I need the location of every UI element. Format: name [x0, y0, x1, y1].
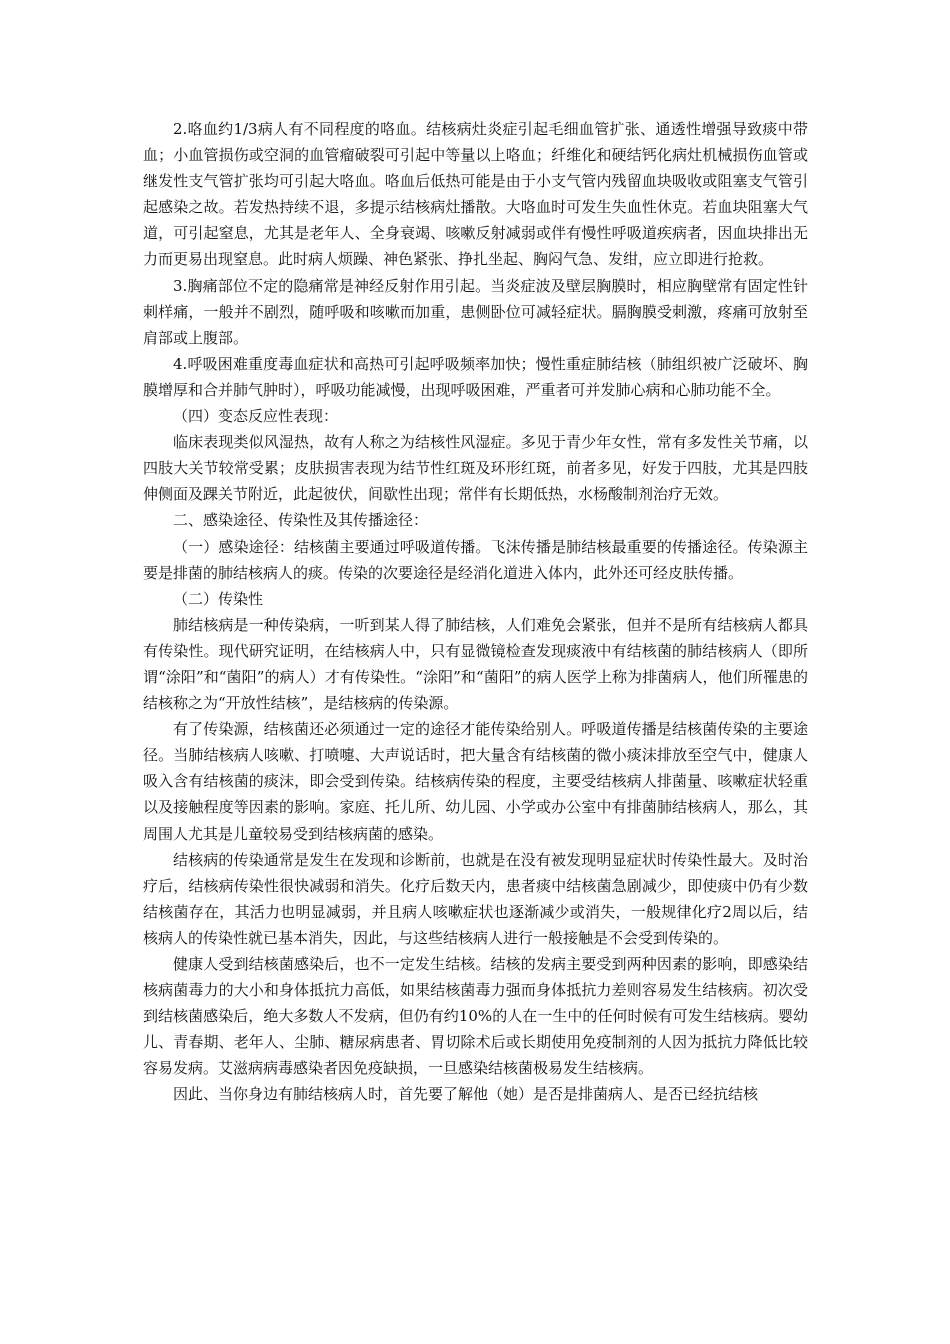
paragraph-hemoptysis: 2.咯血约1/3病人有不同程度的咯血。结核病灶炎症引起毛细血管扩张、通透性增强导致痰中带血；小血管损伤或空洞的血管瘤破裂可引起中等量以上咯血；纤维化和硬结钙化病灶机械损伤血管或继发性支气管扩张均可引起大咯血。咯血后低热可能是由于小支气管内残留血块吸收或阻塞支气管引起感染之故。若发热持续不退，多提示结核病灶播散。大咯血时可发生失血性休克。若血块阻塞大气道，可引起窒息，尤其是老年人、全身衰竭、咳嗽反射减弱或伴有慢性呼吸道疾病者，因血块排出无力而更易出现窒息。此时病人烦躁、神色紧张、挣扎坐起、胸闷气急、发绀，应立即进行抢救。 — [143, 120, 808, 269]
paragraph-contagiousness-3: 结核病的传染通常是发生在发现和诊断前，也就是在没有被发现明显症状时传染性最大。及时治疗后，结核病传染性很快减弱和消失。化疗后数天内，患者痰中结核菌急剧减少，即使痰中仍有少数结核菌存在，其活力也明显减弱，并且病人咳嗽症状也逐渐减少或消失，一般规律化疗2周以后，结核病人的传染性就已基本消失，因此，与这些结核病人进行一般接触是不会受到传染的。 — [143, 850, 808, 947]
paragraph-infection-route: （一）感染途径：结核菌主要通过呼吸道传播。飞沫传播是肺结核最重要的传播途径。传染源主要是排菌的肺结核病人的痰。传染的次要途径是经消化道进入体内，此外还可经皮肤传播。 — [143, 537, 808, 582]
paragraph-chest-pain: 3.胸痛部位不定的隐痛常是神经反射作用引起。当炎症波及壁层胸膜时，相应胸壁常有固定性针刺样痛，一般并不剧烈，随呼吸和咳嗽而加重，患侧卧位可减轻症状。膈胸膜受刺激，疼痛可放射至肩部或上腹部。 — [143, 276, 808, 347]
section-heading-infection: 二、感染途径、传染性及其传播途径： — [173, 511, 429, 530]
paragraph-contagiousness-2: 有了传染源，结核菌还必须通过一定的途径才能传染给别人。呼吸道传播是结核菌传染的主要途径。当肺结核病人咳嗽、打喷嚏、大声说话时，把大量含有结核菌的微小痰沫排放至空气中，健康人吸入含有结核菌的痰沫，即会受到传染。结核病传染的程度，主要受结核病人排菌量、咳嗽症状轻重以及接触程度等因素的影响。家庭、托儿所、幼儿园、小学或办公室中有排菌肺结核病人，那么，其周围人尤其是儿童较易受到结核病菌的感染。 — [143, 720, 808, 843]
paragraph-contagiousness-1: 肺结核病是一种传染病，一听到某人得了肺结核，人们难免会紧张，但并不是所有结核病人都具有传染性。现代研究证明，在结核病人中，只有显微镜检查发现痰液中有结核菌的肺结核病人（即所谓“涂阳”和“菌阳”的病人）才有传染性。“涂阳”和“菌阳”的病人医学上称为排菌病人，他们所罹患的结核称之为“开放性结核”，是结核病的传染源。 — [143, 615, 808, 713]
paragraph-contagiousness-5: 因此、当你身边有肺结核病人时，首先要了解他（她）是否是排菌病人、是否已经抗结核 — [173, 1085, 759, 1104]
paragraph-allergic: 临床表现类似风湿热，故有人称之为结核性风湿症。多见于青少年女性，常有多发性关节痛，以四肢大关节较常受累；皮肤损害表现为结节性红斑及环形红斑，前者多见，好发于四肢，尤其是四肢伸侧面及踝关节附近，此起彼伏，间歇性出现；常伴有长期低热，水杨酸制剂治疗无效。 — [143, 433, 808, 504]
paragraph-dyspnea: 4.呼吸困难重度毒血症状和高热可引起呼吸频率加快；慢性重症肺结核（肺组织被广泛破坏、胸膜增厚和合并肺气肿时），呼吸功能减慢，出现呼吸困难，严重者可并发肺心病和心肺功能不全。 — [143, 354, 808, 399]
document-body — [143, 116, 808, 1108]
section-heading-contagiousness: （二）传染性 — [173, 589, 264, 608]
section-heading-allergic: （四）变态反应性表现： — [173, 407, 339, 426]
paragraph-contagiousness-4: 健康人受到结核菌感染后，也不一定发生结核。结核的发病主要受到两种因素的影响，即感染结核病菌毒力的大小和身体抵抗力高低，如果结核菌毒力强而身体抵抗力差则容易发生结核病。初次受到结核菌感染后，绝大多数人不发病，但仍有约10%的人在一生中的任何时候有可发生结核病。婴幼儿、青春期、老年人、尘肺、糖尿病患者、胃切除术后或长期使用免疫制剂的人因为抵抗力降低比较容易发病。艾滋病病毒感染者因免疫缺损，一旦感染结核菌极易发生结核病。 — [143, 955, 808, 1078]
